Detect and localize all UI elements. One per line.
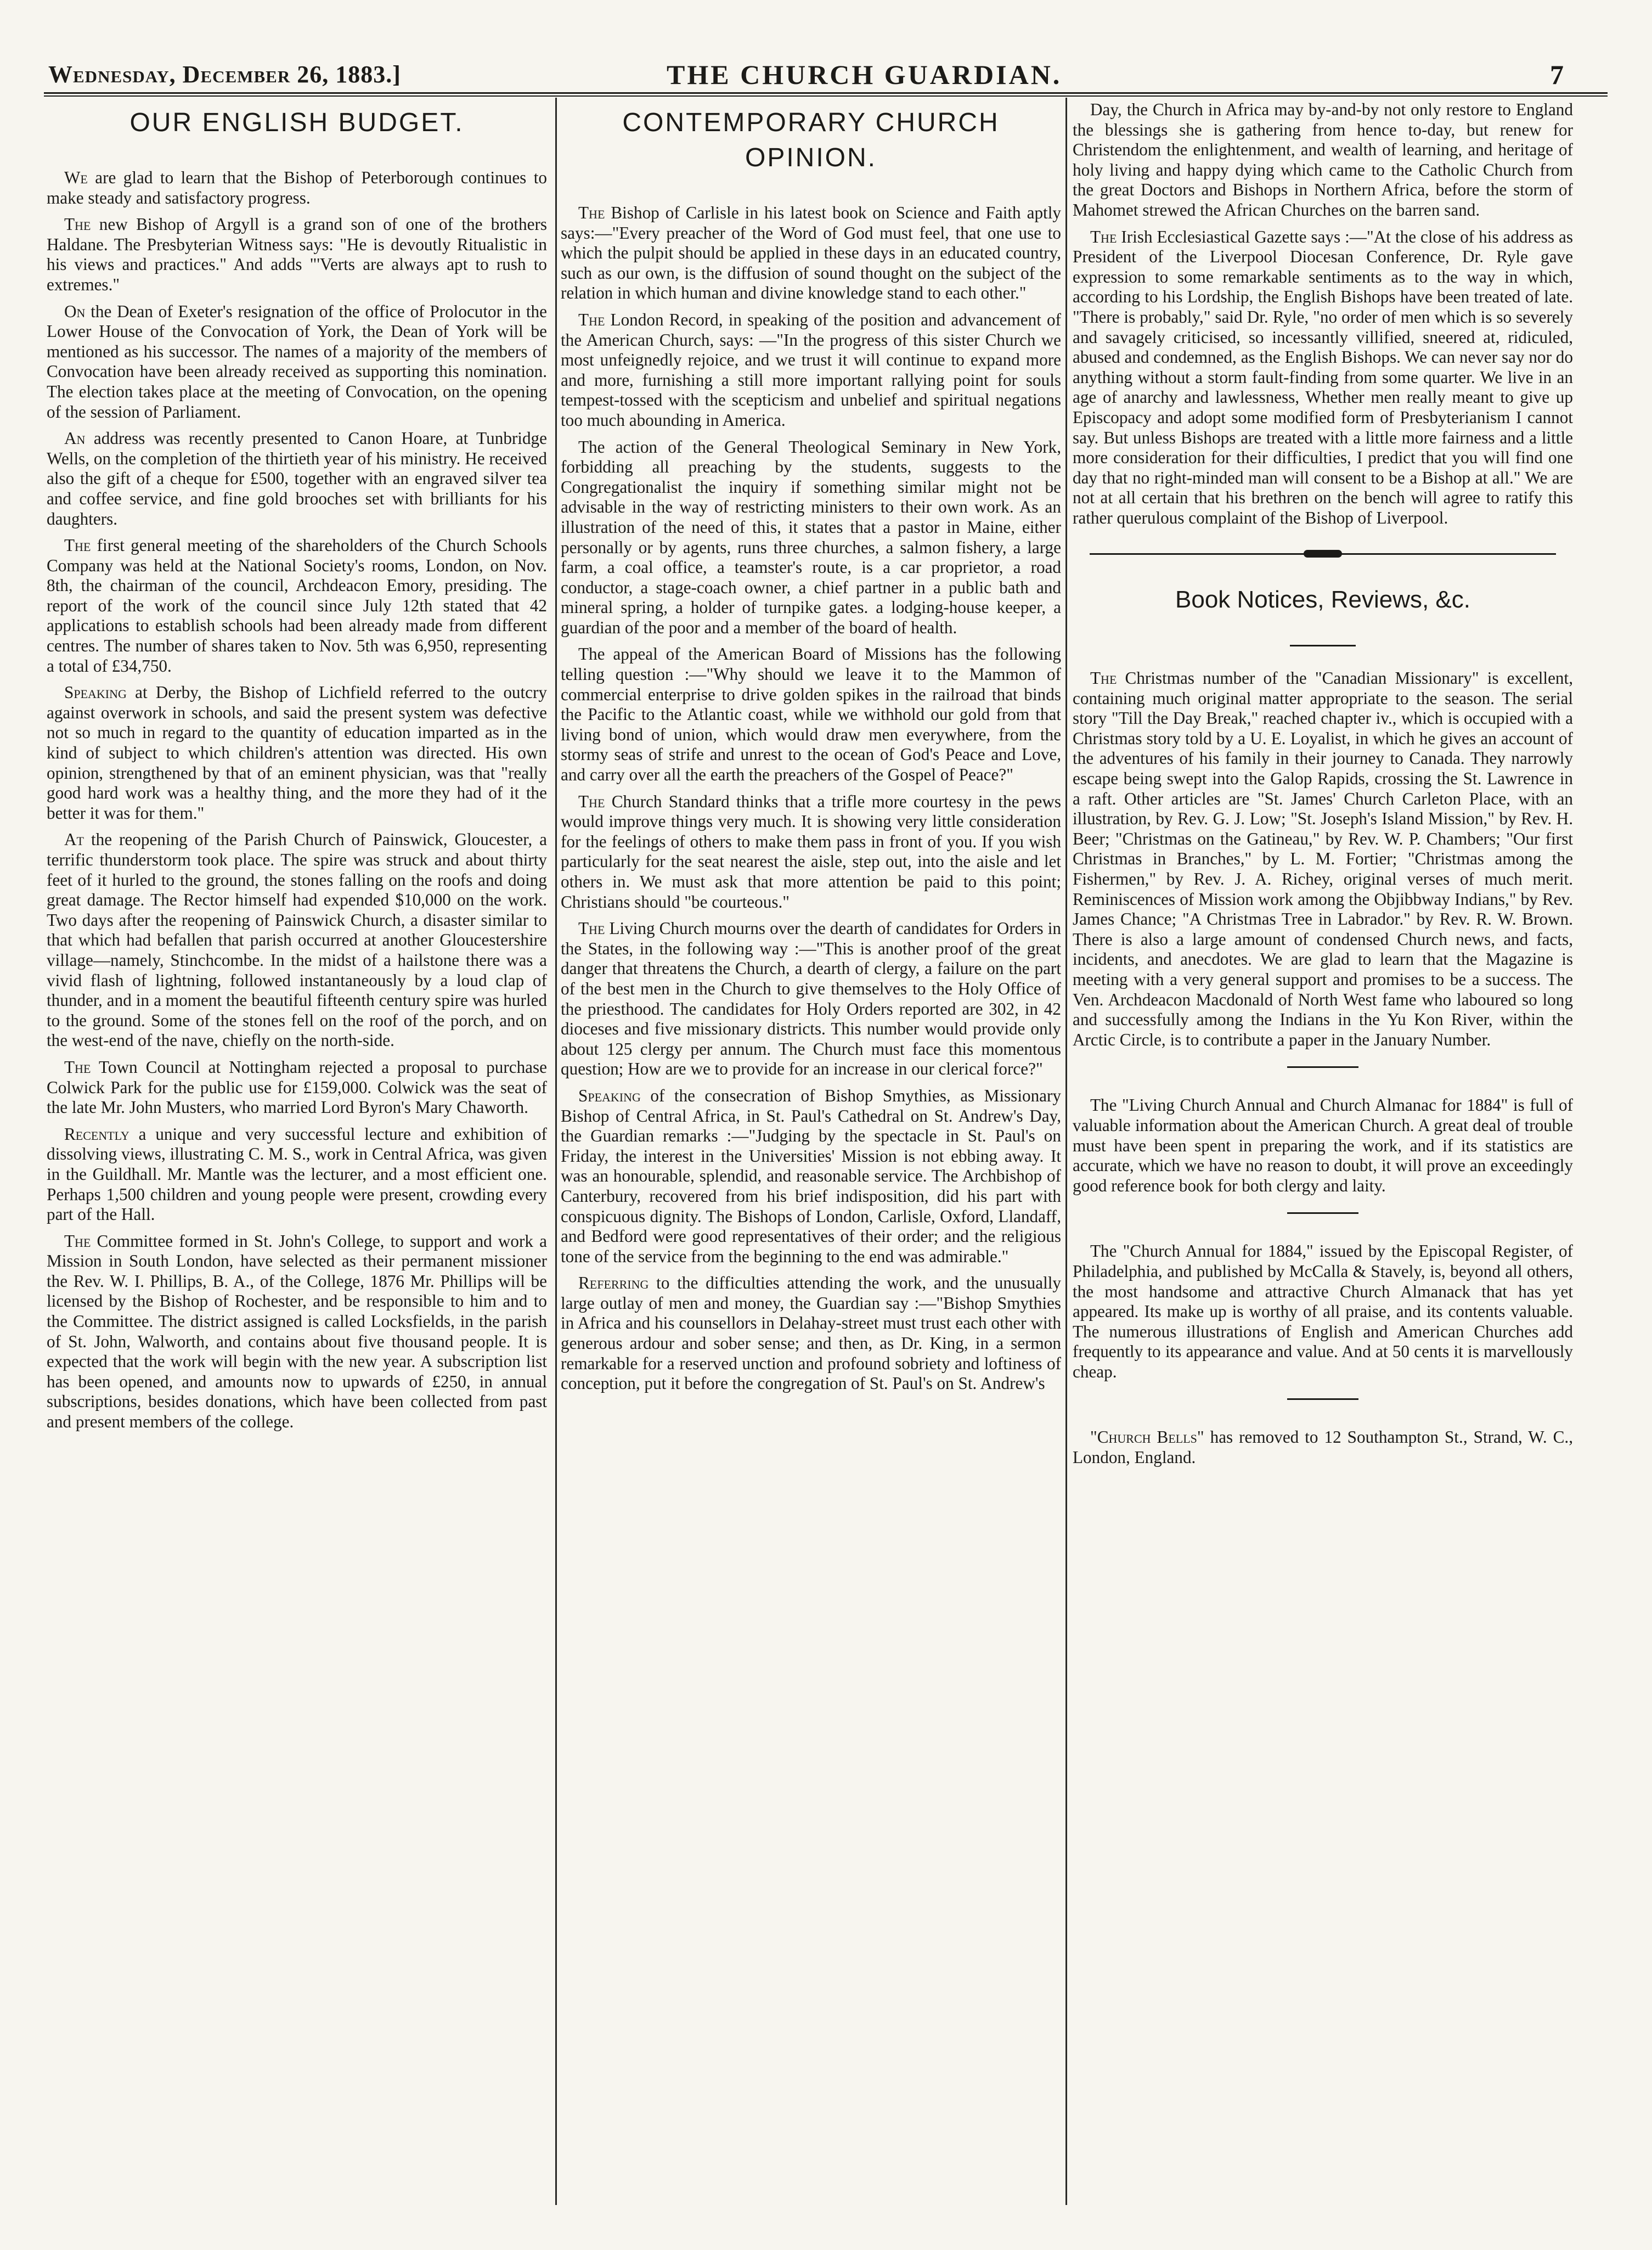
article-paragraph [47, 1124, 547, 1225]
article-paragraph [1073, 227, 1573, 528]
article-paragraph [47, 830, 547, 1051]
article-paragraph [1073, 1095, 1573, 1196]
column-divider-1 [555, 98, 557, 2205]
short-rule [1287, 1066, 1358, 1068]
short-rule [1287, 1398, 1358, 1400]
paragraph-text: The action of the General Theological Seminary in New York, forbidding all preaching by the students, suggests to the Congregationalist the inquiry if something similar might not be advisable in the way of restricting ministers to their own work. As an illustration of the need of this, it states that a pastor in Maine, either personally or by agents, runs three churches, a salmon fishery, a large farm, a coal office, a teamster's route, is a car proprietor, a road conductor, a stage-coach owner, a chief partner in a public bath and mineral spring, a holder of turnpike gates. a lodging-house keeper, a guardian of the poor and a member of the board of health. [561, 437, 1061, 637]
issue-date: Wednesday, December 26, 1883.] [48, 61, 401, 88]
article-paragraph [47, 215, 547, 295]
article-paragraph [561, 437, 1061, 638]
paragraph-text: Living Church mourns over the dearth of candidates for Orders in the States, in the following way :—"This is another proof of the great danger that threatens the Church, a dearth of clergy, a failure on the part of the best men in the Church to give themselves to the Holy Office of the priesthood. The candidates for Holy Orders reported are 302, in 42 dioceses and five missionary districts. This number would provide only about 125 clergy per annum. The Church must face this momentous question; How are we to provide for an increase in our clerical force?" [561, 919, 1061, 1079]
paragraph-text: Town Council at Nottingham rejected a proposal to purchase Colwick Park for the public use for £159,000. Colwick was the seat of the late Mr. John Musters, who married Lord Byron's Mary Chaworth. [47, 1057, 547, 1117]
paragraph-lead: An [64, 429, 86, 448]
paragraph-lead: The [64, 1231, 91, 1251]
paragraph-text: The "Church Annual for 1884," issued by the Episcopal Register, of Philadelphia, and published by McCalla & Stavely, is, beyond all others, the most handsome and attractive Church Almanack that has yet appeared. Its make up is worthy of all praise, and its contents valuable. The numerous illustrations of English and American Churches add frequently to its appearance and value. And at 50 cents it is marvellously cheap. [1073, 1241, 1573, 1381]
paragraph-text: are glad to learn that the Bishop of Peterborough continues to make steady and satisfactory progress. [47, 168, 547, 207]
paragraph-text: at Derby, the Bishop of Lichfield referred to the outcry against overwork in schools, and said the present system was defective not so much in regard to the quantity of education imparted as in the kind of subject to which children's attention was directed. His own opinion, strengthened by that of an eminent physician, was that "really good hard work was a healthy thing, and the more they had of it the better it was for them." [47, 683, 547, 823]
paragraph-text: The appeal of the American Board of Missions has the following telling question :—"Why should we leave it to the Mammon of commercial enterprise to drive golden spikes in the railroad that binds the Pacific to the Atlantic coast, while we withhold our gold from that living bond of union, which would draw men everywhere, from the stormy seas of strife and unrest to the ocean of God's Peace and Love, and carry over all the earth the preachers of the Gospel of Peace?" [561, 644, 1061, 785]
article-paragraph [561, 919, 1061, 1079]
article-paragraph [1073, 668, 1573, 1050]
column-right [1073, 100, 1573, 2202]
paragraph-lead: The [578, 791, 605, 811]
paragraph-text: to the difficulties attending the work, and the unusually large outlay of men and money, the Guardian say :—"Bishop Smythies in Africa and his counsellors in Delahay-street must trust each other with generous ardour and sober sense; and then, as Dr. King, in a sermon remarkable for a reserved unction and profound sobriety and loftiness of conception, put it before the congregation of St. Paul's on St. Andrew's [561, 1273, 1061, 1393]
paragraph-lead: The [578, 919, 605, 938]
paragraph-lead: The [64, 536, 91, 555]
paragraph-lead: The [1090, 668, 1117, 688]
article-paragraph [561, 644, 1061, 785]
paragraph-text: has removed to 12 Southampton St., Strand, W. C., London, England. [1073, 1427, 1573, 1467]
paragraph-text: a unique and very successful lecture and exhibition of dissolving views, illustrating C. M. S., work in Central Africa, was given in the Guildhall. Mr. Mantle was the lecturer, and a most efficient one. Perhaps 1,500 children and young people were present, crowding every part of the Hall. [47, 1124, 547, 1224]
paragraph-lead: On [64, 301, 86, 321]
paragraph-lead: Referring [578, 1273, 649, 1293]
paragraph-text: new Bishop of Argyll is a grand son of one of the brothers Haldane. The Presbyterian Witness says: "He is devoutly Ritualistic in his views and practices." And adds "'Verts are always apt to rush to extremes." [47, 215, 547, 294]
article-paragraph [561, 1273, 1061, 1394]
header-rule [44, 92, 1608, 94]
paragraph-lead: We [64, 168, 88, 187]
article-paragraph [47, 1058, 547, 1118]
paragraph-text: first general meeting of the shareholders of the Church Schools Company was held at the National Society's rooms, London, on Nov. 8th, the chairman of the council, Archdeacon Emory, presiding. The report of the work of the council since July 12th stated that 42 applications to establish schools had been already made from different centres. The number of shares taken to Nov. 5th was 6,950, representing a total of £34,750. [47, 536, 547, 676]
paragraph-lead: Speaking [64, 683, 127, 702]
paragraph-lead: The [1090, 227, 1117, 246]
paragraph-text: Church Standard thinks that a trifle more courtesy in the pews would improve things very much. It is showing very little consideration for the feelings of others to make them pass in front of you. If you wish particularly for the seat nearest the aisle, step out, into the aisle and let others in. We must ask that more attention be paid to this point; Christians should "be courteous." [561, 791, 1061, 912]
article-paragraph [1073, 100, 1573, 221]
book-notices-paragraphs [1073, 668, 1573, 1468]
article-paragraph [47, 302, 547, 423]
paragraph-text: Christmas number of the "Canadian Missionary" is excellent, containing much original matter appropriate to the season. The serial story "Till the Day Break," reached chapter iv., which is occupied with a Christmas story told by a U. E. Loyalist, in which he gives an account of the adventures of his family in their journey to Canada. They narrowly escape being swept into the Galop Rapids, crossing the St. Lawrence in a raft. Other articles are "St. James' Church Carleton Place, with an illustration, by Rev. G. J. Low; "St. Joseph's Island Mission," by Rev. H. Beer; "Christmas on the Gatineau," by Rev. W. P. Chambers; "Our first Christmas in Branches," by L. M. Fortier; "Christmas among the Fishermen," by Rev. J. A. Richey, original verses of much merit. Reminiscences of Mission work among the Objibbway Indians," by Rev. James Chance; "A Christmas Tree in Labrador." by Rev. R. W. Brown. There is also a large amount of condensed Church news, and facts, incidents, and anecdotes. We are glad to learn that the Magazine is meeting with a very general support and promises to be a success. The Ven. Archdeacon Macdonald of North West fame who laboured so long and successfully among the Indians in the Yu Kon River, within the Arctic Circle, is to contribute a paper in the January Number. [1073, 668, 1573, 1049]
short-rule [1287, 1212, 1358, 1214]
paragraph-text: address was recently presented to Canon Hoare, at Tunbridge Wells, on the completion of the thirtieth year of his ministry. He received also the gift of a cheque for £500, together with an engraved silver tea and coffee service, and fine gold brooches set with brilliants for his daughters. [47, 429, 547, 528]
header-rule-thin [44, 95, 1608, 97]
paragraph-text: Bishop of Carlisle in his latest book on Science and Faith aptly says:—"Every preacher of the Word of God must feel, that one use to which the pulpit should be applied in these days in an educated country, such as our own, is the diffusion of sound thought on the subject of the relation in which human and divine knowledge stand to each other." [561, 203, 1061, 303]
paragraph-lead: "Church Bells" [1090, 1427, 1204, 1447]
page-number: 7 [1550, 59, 1564, 90]
article-paragraph [47, 683, 547, 823]
article-paragraph [561, 1086, 1061, 1267]
ornamental-divider [1073, 542, 1573, 562]
masthead-title: THE CHURCH GUARDIAN. [667, 59, 1062, 90]
section-heading-english-budget: OUR ENGLISH BUDGET. [129, 108, 464, 137]
paragraph-text: of the consecration of Bishop Smythies, as Missionary Bishop of Central Africa, in St. Paul's Cathedral on St. Andrew's Day, the Guardian remarks :—"Judging by the spectacle in St. Paul's on Friday, the interest in the Universities' Mission is not ebbing away. It was an honourable, splendid, and reasonable service. The Archbishop of Canterbury, recovered from his brief indisposition, did his part with conspicuous dignity. The Bishops of London, Carlisle, Oxford, Llandaff, and Bedford were good representatives of their order; and the religious tone of the service from the beginning to the end was admirable." [561, 1085, 1061, 1266]
paragraph-lead: The [578, 310, 605, 329]
column-contemporary-opinion [561, 100, 1061, 2202]
article-paragraph [561, 310, 1061, 431]
article-paragraph [1073, 1241, 1573, 1382]
paragraph-text: the reopening of the Parish Church of Painswick, Gloucester, a terrific thunderstorm took place. The spire was struck and about thirty feet of it hurled to the ground, the stones falling on the roofs and doing great damage. The Rector himself had expended $10,000 on the work. Two days after the reopening of Painswick Church, a disaster similar to that which had befallen that parish occurred at another Gloucestershire village—namely, Stinchcombe. In the midst of a hailstone there was a vivid flash of lightning, followed instantaneously by a loud clap of thunder, and in a moment the beautiful fifteenth century spire was hurled to the ground. Some of the stones fell on the roof of the porch, and on the west-end of the nave, chiefly on the north-side. [47, 830, 547, 1050]
article-paragraph [561, 203, 1061, 303]
short-rule [1290, 645, 1356, 646]
paragraph-text: Irish Ecclesiastical Gazette says :—"At the close of his address as President of the Liverpool Diocesan Conference, Dr. Ryle gave expression to some remarkable sentiments as to the way in which, according to his Lordship, the English Bishops have been treated of late. "There is probably," said Dr. Ryle, "no order of men which is so severely and savagely criticised, so incessantly villified, sneered at, ridiculed, abused and condemned, as the English Bishops. We can never say nor do anything without a storm fault-finding from some quarter. We live in an age of anarchy and lawlessness, Whether men really meant to give up Episcopacy and adopt some modified form of Presbyterianism I cannot say. But unless Bishops are treated with a little more fairness and a little more consideration for their difficulties, I predict that you will find one day that no right-minded man will consent to be a Bishop at all." We are not at all certain that his brethren on the bench will agree to ratify this rather querulous complaint of the Bishop of Liverpool. [1073, 227, 1573, 527]
paragraph-text: the Dean of Exeter's resignation of the office of Prolocutor in the Lower House of the Convocation of York, the Dean of York will be mentioned as his successor. The names of a majority of the members of Convocation have been already received as supporting this nomination. The election takes place at the meeting of Convocation, on the opening of the session of Parliament. [47, 301, 547, 421]
article-paragraph [47, 1231, 547, 1432]
section-heading-book-notices: Book Notices, Reviews, &c. [1175, 586, 1470, 614]
paragraph-text: Committee formed in St. John's College, to support and work a Mission in South London, have selected as their permanent missioner the Rev. W. I. Phillips, B. A., of the College, 1876 Mr. Phillips will be licensed by the Bishop of Rochester, and be responsible to him and to the Committee. The district assigned is called Locksfields, in the parish of St. John, Walworth, and contains about five thousand people. It is expected that the work will begin with the new year. A subscription list has been opened, and amounts now to upwards of £250, in annual subscriptions, besides donations, which have been collected from past and present members of the college. [47, 1231, 547, 1432]
paragraph-lead: The [64, 1057, 91, 1077]
article-paragraph [1073, 1427, 1573, 1467]
paragraph-text: The "Living Church Annual and Church Almanac for 1884" is full of valuable information about the American Church. A great deal of trouble must have been spent in preparing the work, and if its statistics are accurate, which we have no reason to doubt, it will prove an exceedingly good reference book for both clergy and laity. [1073, 1095, 1573, 1195]
continued-paragraphs [1073, 100, 1573, 528]
section-heading-contemporary-opinion: CONTEMPORARY CHURCH OPINION. [622, 108, 1000, 172]
article-paragraph [561, 792, 1061, 913]
paragraph-lead: Speaking [578, 1085, 641, 1105]
paragraph-text: London Record, in speaking of the position and advancement of the American Church, says: —"In the progress of this sister Church we most unfeignedly rejoice, and we trust it will continue to expand more and more, furnishing a still more important rallying point for souls tempest-tossed with the scepticism and unbelief and spiritual negations too much abounding in America. [561, 310, 1061, 430]
paragraph-lead: At [64, 830, 84, 850]
paragraph-lead: The [64, 215, 91, 234]
article-paragraph [47, 536, 547, 676]
column-divider-2 [1065, 98, 1067, 2205]
article-paragraph [47, 168, 547, 208]
contemporary-opinion-paragraphs [561, 203, 1061, 1394]
paragraph-lead: Recently [64, 1124, 129, 1144]
english-budget-paragraphs [47, 168, 547, 1432]
article-paragraph [47, 429, 547, 529]
paragraph-text: Day, the Church in Africa may by-and-by not only restore to England the blessings she is gathering from hence to-day, but renew for Christendom the enlightenment, and wealth of learning, and heritage of holy living and happy dying which came to the Catholic Church from the great Doctors and Bishops in Northern Africa, before the storm of Mahomet strewed the African Churches on the barren sand. [1073, 100, 1573, 220]
paragraph-lead: The [578, 203, 605, 222]
column-english-budget [47, 100, 547, 2202]
